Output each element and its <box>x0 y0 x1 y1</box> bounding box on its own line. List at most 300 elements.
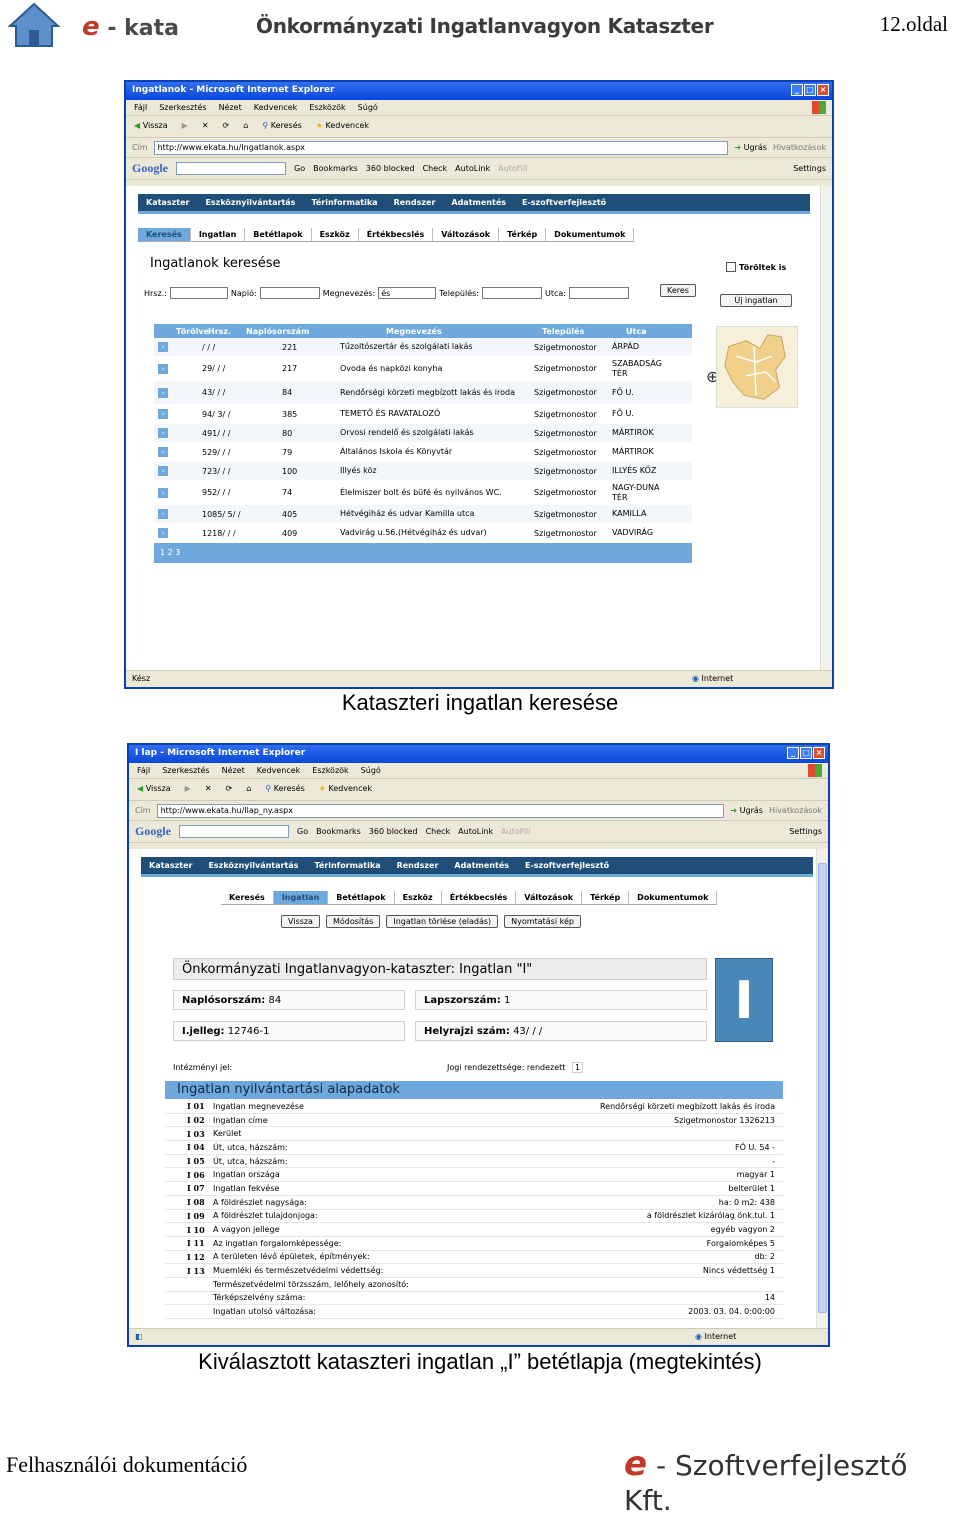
attr-code: I 09 <box>187 1210 205 1221</box>
attribute-row <box>165 1278 783 1292</box>
go-button[interactable]: ➜ Ugrás <box>734 143 767 152</box>
document-title: Önkormányzati Ingatlanvagyon Kataszter <box>256 14 714 38</box>
footer-company-logo: e - Szoftverfejlesztő Kft. <box>624 1444 908 1517</box>
attr-name: Út, utca, házszám: <box>213 1142 288 1152</box>
page-viewport <box>129 849 828 1328</box>
utca-input[interactable] <box>569 287 629 299</box>
cell-name: Tűzoltószertár és szolgálati lakás <box>340 342 473 351</box>
cell-hrsz: 43/ / / <box>202 388 226 397</box>
cell-name: Rendőrségi körzeti megbízott lakás és iroda <box>340 387 516 397</box>
popup-blocked-button[interactable]: 360 blocked <box>365 164 415 173</box>
cell-town: Szigetmonostor <box>534 509 597 519</box>
cell-name: Illyés köz <box>340 466 377 475</box>
cell-street: VADVIRÁG <box>612 528 654 537</box>
stop-icon[interactable]: ✕ <box>204 784 212 793</box>
attr-name: A vagyon jellege <box>213 1225 280 1235</box>
action-buttons <box>281 915 581 928</box>
attribute-row <box>165 1237 783 1251</box>
section-header: Ingatlan nyilvántartási alapadatok <box>165 1081 783 1099</box>
attr-name: Út, utca, házszám: <box>213 1156 288 1166</box>
checkbox-label: Töröltek is <box>739 262 787 272</box>
utca-label: Utca: <box>545 288 566 298</box>
new-property-button[interactable]: Új ingatlan <box>720 294 792 307</box>
telepules-input[interactable] <box>482 287 542 299</box>
settings-button[interactable]: Settings <box>793 164 826 173</box>
row-open-arrow-icon[interactable]: › <box>158 509 168 519</box>
cell-naplo: 221 <box>282 342 298 352</box>
hrsz-label: Helyrajzi szám: <box>424 1026 510 1037</box>
attr-value: 2003. 03. 04. 0:00:00 <box>688 1307 775 1317</box>
table-row[interactable] <box>154 462 692 481</box>
menu-bar <box>126 100 832 116</box>
toolbar <box>126 116 832 138</box>
nav-terinfo[interactable]: Térinformatika <box>314 861 381 870</box>
row-open-arrow-icon[interactable]: › <box>158 388 168 398</box>
row-open-arrow-icon[interactable]: › <box>158 428 168 438</box>
telepules-label: Település: <box>439 288 479 298</box>
lap-field <box>415 990 707 1010</box>
cell-hrsz: 952/ / / <box>202 488 231 497</box>
links-label[interactable]: Hivatkozások <box>768 806 822 815</box>
favorites-button[interactable]: ★ Kedvencek <box>316 121 369 132</box>
cell-hrsz: 491/ / / <box>202 428 231 438</box>
cell-naplo: 217 <box>282 364 298 373</box>
attribute-row <box>165 1223 783 1237</box>
attr-name: A területen lévő épületek, építmények: <box>213 1252 370 1262</box>
col-utca[interactable]: Utca <box>626 326 647 336</box>
attr-value: ha: 0 m2: 438 <box>718 1197 775 1207</box>
cell-town: Szigetmonostor <box>534 342 597 352</box>
cell-naplo: 405 <box>282 509 298 519</box>
bookmarks-button[interactable]: Bookmarks <box>313 164 358 173</box>
refresh-icon[interactable]: ⟳ <box>222 121 230 130</box>
results-header <box>154 324 692 338</box>
home-button-icon[interactable]: ⌂ <box>243 121 249 130</box>
search-heading: Ingatlanok keresése <box>150 256 281 271</box>
app-main-nav <box>138 194 810 214</box>
windows-logo-icon <box>812 101 826 114</box>
nav-eszkoz[interactable]: Eszköznyilvántartás <box>208 861 299 870</box>
vertical-scrollbar[interactable] <box>820 186 832 670</box>
attr-code: I 08 <box>187 1197 205 1208</box>
autolink-button[interactable]: AutoLink <box>458 827 494 836</box>
settings-button[interactable]: Settings <box>789 827 822 836</box>
tab-eszkoz[interactable]: Eszköz <box>395 891 442 904</box>
tab-dokumentumok[interactable]: Dokumentumok <box>546 228 634 241</box>
attr-value: Forgalomképes 5 <box>706 1238 775 1248</box>
tab-ertekbecsles[interactable]: Értékbecslés <box>442 891 517 904</box>
cell-name: Vadvirág u.56.(Hétvégiház és udvar) <box>340 528 487 537</box>
attr-code: I 12 <box>187 1251 205 1262</box>
table-row[interactable] <box>154 357 692 381</box>
attribute-row <box>165 1305 783 1319</box>
cell-name: Élelmiszer bolt és büfé és nyilvános WC. <box>340 487 502 497</box>
nav-rendszer[interactable]: Rendszer <box>396 861 439 870</box>
menu-bar <box>129 763 828 779</box>
cell-hrsz: 1218/ / / <box>202 528 236 538</box>
col-hrsz[interactable]: Hrsz. <box>208 326 232 336</box>
cell-town: Szigetmonostor <box>534 528 597 538</box>
minimize-button[interactable]: _ <box>791 84 803 96</box>
search-button-keres[interactable]: Keres <box>660 284 696 297</box>
spellcheck-button[interactable]: Check <box>422 164 448 173</box>
table-row[interactable] <box>154 443 692 462</box>
tab-ingatlan[interactable]: Ingatlan <box>274 891 328 904</box>
col-naplo[interactable]: Naplósorszám <box>246 326 310 336</box>
vertical-scrollbar[interactable] <box>816 849 828 1328</box>
attribute-row <box>165 1292 783 1306</box>
windows-logo-icon <box>808 764 822 777</box>
tab-valtozasok[interactable]: Változások <box>433 228 499 241</box>
menu-edit[interactable]: Szerkesztés <box>159 103 207 112</box>
menu-view[interactable]: Nézet <box>218 103 242 112</box>
page-header <box>0 0 960 56</box>
attr-code: I 10 <box>187 1224 205 1235</box>
nav-adatmentes[interactable]: Adatmentés <box>454 861 509 870</box>
cell-naplo: 74 <box>282 488 293 497</box>
crosshair-icon[interactable]: ⊕ <box>706 367 720 386</box>
attribute-row <box>165 1168 783 1182</box>
map-thumbnail[interactable] <box>716 326 798 408</box>
tab-ingatlan[interactable]: Ingatlan <box>191 228 245 241</box>
back-action-button[interactable]: Vissza <box>281 915 320 928</box>
tab-kereses[interactable]: Keresés <box>138 228 191 241</box>
nav-terinfo[interactable]: Térinformatika <box>311 198 378 207</box>
favorites-button[interactable]: ★ Kedvencek <box>319 784 372 795</box>
row-open-arrow-icon[interactable]: › <box>158 409 168 419</box>
forward-button[interactable]: ▶ <box>181 121 188 130</box>
naplo-input[interactable] <box>260 287 320 299</box>
cell-town: Szigetmonostor <box>534 409 597 419</box>
attr-name: Ingatlan utolsó változása: <box>213 1307 316 1317</box>
megnevezes-label: Megnevezés: <box>322 288 376 298</box>
address-input[interactable]: http://www.ekata.hu/Ilap_ny.aspx <box>157 804 725 818</box>
col-megnevezes[interactable]: Megnevezés <box>386 326 442 336</box>
results-table <box>154 324 692 563</box>
page-number: 12.oldal <box>879 12 948 36</box>
attribute-row <box>165 1127 783 1141</box>
tab-terkep[interactable]: Térkép <box>499 228 546 241</box>
table-row[interactable] <box>154 505 692 524</box>
nav-adatmentes[interactable]: Adatmentés <box>451 198 506 207</box>
google-toolbar <box>129 821 828 843</box>
close-button[interactable]: × <box>813 747 825 759</box>
cell-name: Ovoda és napközi konyha <box>340 363 443 373</box>
google-logo: Google <box>135 824 171 838</box>
back-button[interactable]: ◀ Vissza <box>134 121 168 132</box>
cell-hrsz: 94/ 3/ / <box>202 409 231 419</box>
attr-name: A földrészlet nagysága: <box>213 1197 307 1207</box>
autolink-button[interactable]: AutoLink <box>455 164 491 173</box>
cell-town: Szigetmonostor <box>534 428 597 438</box>
attribute-row <box>165 1141 783 1155</box>
row-open-arrow-icon[interactable]: › <box>158 488 168 498</box>
attribute-row <box>165 1196 783 1210</box>
cell-town: Szigetmonostor <box>534 488 597 497</box>
tab-dokumentumok[interactable]: Dokumentumok <box>629 891 717 904</box>
hrsz-label: Hrsz.: <box>144 288 167 298</box>
cell-street: ÁRPÁD <box>612 342 639 351</box>
row-open-arrow-icon[interactable]: › <box>158 342 168 352</box>
autofill-button[interactable]: AutoFill <box>498 164 528 173</box>
tab-eszkoz[interactable]: Eszköz <box>312 228 359 241</box>
attr-code: I 07 <box>187 1183 205 1194</box>
attr-code: I 06 <box>187 1169 205 1180</box>
attr-value: magyar 1 <box>736 1170 775 1180</box>
naplo-field <box>173 990 405 1010</box>
attr-code: I 11 <box>187 1238 205 1249</box>
menu-favorites[interactable]: Kedvencek <box>253 103 298 112</box>
attr-name: Kerület <box>213 1129 242 1139</box>
nav-szoftver[interactable]: E-szoftverfejlesztő <box>522 198 607 207</box>
lap-label: Lapszorszám: <box>424 995 501 1006</box>
naplo-label: Naplósorszám: <box>182 995 266 1006</box>
megnevezes-input[interactable] <box>378 287 436 299</box>
home-icon <box>8 2 60 48</box>
forward-button[interactable]: ▶ <box>184 784 191 793</box>
google-search-input[interactable] <box>179 825 289 838</box>
menu-help[interactable]: Súgó <box>357 103 378 112</box>
jelleg-value: 12746-1 <box>227 1026 270 1037</box>
cell-town: Szigetmonostor <box>534 364 597 373</box>
attr-name: Ingatlan megnevezése <box>213 1101 304 1111</box>
table-row[interactable] <box>154 338 692 357</box>
nav-szoftver[interactable]: E-szoftverfejlesztő <box>525 861 610 870</box>
sheet-letter-badge: I <box>715 958 773 1042</box>
spellcheck-button[interactable]: Check <box>425 827 451 836</box>
attr-code: I 04 <box>187 1142 205 1153</box>
scroll-thumb[interactable] <box>818 863 827 1313</box>
cell-naplo: 385 <box>282 409 298 419</box>
hrsz-input[interactable] <box>170 287 228 299</box>
tab-kereses[interactable]: Keresés <box>221 891 274 904</box>
attribute-row <box>165 1182 783 1196</box>
browser-window-search <box>124 80 834 689</box>
attr-name: Ingatlan címe <box>213 1115 268 1125</box>
sub-tabs <box>221 891 717 905</box>
close-button[interactable]: × <box>817 84 829 96</box>
row-open-arrow-icon[interactable]: › <box>158 528 168 538</box>
status-bar <box>126 670 832 687</box>
cell-naplo: 84 <box>282 388 293 397</box>
attr-code: I 05 <box>187 1156 205 1167</box>
attr-value: belterület 1 <box>728 1183 775 1193</box>
attribute-row <box>165 1114 783 1128</box>
search-form <box>144 287 629 299</box>
address-input[interactable]: http://www.ekata.hu/Ingatlanok.aspx <box>154 141 729 155</box>
menu-favorites[interactable]: Kedvencek <box>256 766 301 775</box>
footer-doc-label: Felhasználói dokumentáció <box>6 1452 248 1477</box>
attr-name: Természetvédelmi törzsszám, lelőhely azonosító: <box>213 1279 409 1289</box>
col-telepules[interactable]: Település <box>542 326 585 336</box>
deleted-checkbox[interactable] <box>726 262 786 272</box>
nav-rendszer[interactable]: Rendszer <box>393 198 436 207</box>
address-label: Cím <box>135 806 151 815</box>
security-zone: ◉ Internet <box>695 1332 736 1341</box>
attribute-row <box>165 1100 783 1114</box>
cell-hrsz: 529/ / / <box>202 447 231 457</box>
print-view-button[interactable]: Nyomtatási kép <box>504 915 581 928</box>
row-open-arrow-icon[interactable]: › <box>158 466 168 476</box>
row-open-arrow-icon[interactable]: › <box>158 364 168 374</box>
attr-value: - <box>772 1156 775 1166</box>
attribute-row <box>165 1210 783 1224</box>
attr-code: I 02 <box>187 1115 205 1126</box>
window-titlebar <box>126 82 832 100</box>
card-title: Önkormányzati Ingatlanvagyon-kataszter: Ingatlan "I" <box>173 958 707 980</box>
cell-hrsz: 723/ / / <box>202 466 231 476</box>
attribute-row <box>165 1264 783 1278</box>
ekata-logo: e - kata <box>82 12 179 42</box>
attribute-row <box>165 1155 783 1169</box>
menu-file[interactable]: Fájl <box>134 103 148 112</box>
pagination[interactable]: 1 2 3 <box>154 543 692 563</box>
tab-betetlapok[interactable]: Betétlapok <box>328 891 394 904</box>
cell-hrsz: / / / <box>202 342 216 352</box>
table-row[interactable] <box>154 381 692 405</box>
maximize-button[interactable]: □ <box>800 747 812 759</box>
cell-street: FŐ U. <box>612 409 634 418</box>
address-bar <box>129 801 828 821</box>
cell-street: MÁRTIROK <box>612 428 654 437</box>
menu-tools[interactable]: Eszközök <box>312 766 349 775</box>
attr-code: I 03 <box>187 1128 205 1139</box>
menu-tools[interactable]: Eszközök <box>309 103 346 112</box>
caption-1: Kataszteri ingatlan keresése <box>341 690 619 715</box>
jelleg-label: I.jelleg: <box>182 1026 225 1037</box>
browser-window-detail <box>127 743 830 1347</box>
jelleg-field <box>173 1021 405 1041</box>
attr-name: Ingatlan országa <box>213 1170 280 1180</box>
jogi-text: Jogi rendezettsége: rendezett <box>447 1063 566 1072</box>
page-viewport <box>126 186 832 670</box>
cell-street: MÁRTIROK <box>612 447 654 456</box>
cell-street: ILLYÉS KÖZ <box>612 466 657 475</box>
edit-button[interactable]: Módosítás <box>326 915 380 928</box>
go-button[interactable]: ➜ Ugrás <box>730 806 763 815</box>
checkbox-box[interactable] <box>726 262 736 272</box>
cell-town: Szigetmonostor <box>534 388 597 397</box>
row-open-arrow-icon[interactable]: › <box>158 447 168 457</box>
security-zone: ◉ Internet <box>692 674 733 683</box>
menu-file[interactable]: Fájl <box>137 766 151 775</box>
cell-hrsz: 29/ / / <box>202 364 226 373</box>
attr-value: Szigetmonostor 1326213 <box>674 1115 775 1125</box>
google-logo: Google <box>132 161 168 175</box>
cell-name: TEMETŐ ÉS RAVATALOZÓ <box>340 409 441 418</box>
search-button[interactable]: ⚲ Keresés <box>265 784 304 795</box>
status-text: Kész <box>132 674 151 683</box>
cell-naplo: 80 <box>282 428 293 438</box>
bookmarks-button[interactable]: Bookmarks <box>316 827 361 836</box>
refresh-icon[interactable]: ⟳ <box>225 784 233 793</box>
naplo-value: 84 <box>268 995 282 1006</box>
hrsz-value: 43/ / / <box>513 1026 543 1037</box>
toolbar <box>129 779 828 801</box>
sub-tabs <box>138 228 634 242</box>
tab-ertekbecsles[interactable]: Értékbecslés <box>359 228 434 241</box>
tab-valtozasok[interactable]: Változások <box>516 891 582 904</box>
attr-name: A földrészlet tulajdonjoga: <box>213 1211 318 1221</box>
attr-value: 14 <box>764 1293 775 1303</box>
cell-name: Orvosi rendelő és szolgálati lakás <box>340 428 474 437</box>
menu-view[interactable]: Nézet <box>221 766 245 775</box>
cell-street: FŐ U. <box>612 387 634 397</box>
table-row[interactable] <box>154 524 692 543</box>
cell-naplo: 79 <box>282 447 293 457</box>
caption-2: Kiválasztott kataszteri ingatlan „I” betétlapja (megtekintés) <box>198 1349 762 1374</box>
attr-name: Térképszelvény száma: <box>213 1293 306 1303</box>
attr-value: db: 2 <box>754 1252 775 1262</box>
cell-street: NAGY-DUNA TÉR <box>612 482 660 502</box>
cell-street: SZABADSÁG TÉR <box>612 358 662 378</box>
links-label[interactable]: Hivatkozások <box>772 143 826 152</box>
tab-terkep[interactable]: Térkép <box>582 891 629 904</box>
jogi-value: 1 <box>572 1062 583 1073</box>
table-row[interactable] <box>154 405 692 424</box>
cell-name: Hétvégiház és udvar Kamilla utca <box>340 509 475 518</box>
attr-value: Nincs védettség 1 <box>702 1266 775 1276</box>
home-button-icon[interactable]: ⌂ <box>246 784 252 793</box>
table-row[interactable] <box>154 481 692 505</box>
intezmeny-label: Intézményi jel: <box>173 1063 233 1072</box>
nav-kataszter[interactable]: Kataszter <box>146 198 190 207</box>
attr-value: Rendőrségi körzeti megbízott lakás és iroda <box>599 1101 775 1111</box>
delete-property-button[interactable]: Ingatlan törlése (eladás) <box>386 915 498 928</box>
attr-name: Ingatlan fekvése <box>213 1183 280 1193</box>
jogi-label <box>447 1063 583 1072</box>
search-button[interactable]: ⚲ Keresés <box>262 121 301 132</box>
window-titlebar <box>129 745 828 763</box>
stop-icon[interactable]: ✕ <box>201 121 209 130</box>
google-go-button[interactable]: Go <box>294 164 306 173</box>
back-button[interactable]: ◀ Vissza <box>137 784 171 795</box>
app-main-nav <box>141 857 813 877</box>
google-search-input[interactable] <box>176 162 286 175</box>
cell-street: KAMILLA <box>612 509 647 518</box>
nav-eszkoz[interactable]: Eszköznyilvántartás <box>205 198 296 207</box>
table-row[interactable] <box>154 424 692 443</box>
attribute-row <box>165 1251 783 1265</box>
nav-kataszter[interactable]: Kataszter <box>149 861 193 870</box>
autofill-button[interactable]: AutoFill <box>501 827 531 836</box>
cell-hrsz: 1085/ 5/ / <box>202 509 241 519</box>
menu-edit[interactable]: Szerkesztés <box>162 766 210 775</box>
maximize-button[interactable]: □ <box>804 84 816 96</box>
naplo-label: Napló: <box>230 288 257 298</box>
popup-blocked-button[interactable]: 360 blocked <box>368 827 418 836</box>
col-torolve[interactable]: Törölve <box>176 326 210 336</box>
cell-naplo: 409 <box>282 528 298 538</box>
attr-code: I 01 <box>187 1101 205 1112</box>
attr-name: Az ingatlan forgalomképessége: <box>213 1238 342 1248</box>
menu-help[interactable]: Súgó <box>360 766 381 775</box>
window-title: I lap - Microsoft Internet Explorer <box>135 748 306 758</box>
attribute-table <box>165 1100 783 1319</box>
status-icon: ◧ <box>135 1332 143 1341</box>
address-label: Cím <box>132 143 148 152</box>
hrsz-field <box>415 1021 707 1041</box>
cell-naplo: 100 <box>282 466 298 476</box>
minimize-button[interactable]: _ <box>787 747 799 759</box>
google-go-button[interactable]: Go <box>297 827 309 836</box>
cell-town: Szigetmonostor <box>534 447 597 457</box>
window-title: Ingatlanok - Microsoft Internet Explorer <box>132 85 335 95</box>
attr-value: FŐ U. 54 - <box>735 1142 775 1152</box>
status-bar <box>129 1328 828 1345</box>
attr-name: Muemléki és természetvédelmi védettség: <box>213 1266 384 1276</box>
tab-betetlapok[interactable]: Betétlapok <box>245 228 311 241</box>
